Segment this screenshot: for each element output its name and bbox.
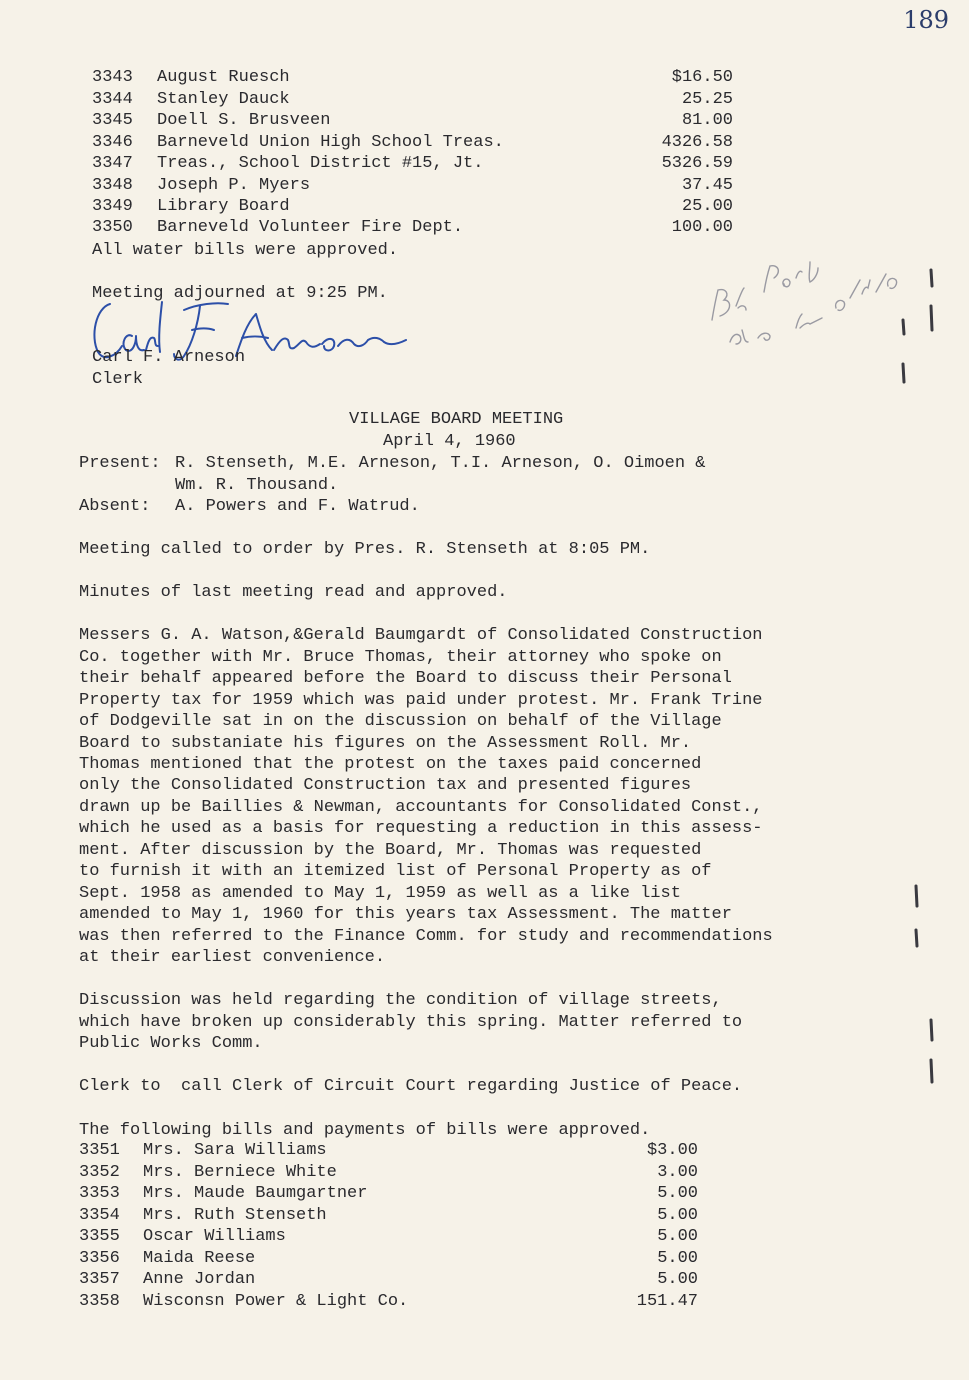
adjourned-note: Meeting adjourned at 9:25 PM. [92,284,388,303]
bill-amount: 151.47 [636,1292,698,1311]
bill-amount: 5.00 [657,1227,698,1246]
paragraph-line: Property tax for 1959 which was paid under protest. Mr. Frank Trine [79,691,763,710]
paragraph-line: Thomas mentioned that the protest on the taxes paid concerned [79,755,702,774]
signer-name: Carl F. Arneson [92,348,246,367]
paragraph-line: to furnish it with an itemized list of Personal Property as of [79,862,712,881]
bill-number: 3357 [79,1270,120,1289]
meeting-title: VILLAGE BOARD MEETING [349,410,564,429]
signer-title: Clerk [92,370,144,389]
bill-number: 3345 [92,111,133,130]
bill-amount: 81.00 [681,111,733,130]
bill-payee: Mrs. Maude Baumgartner [143,1184,368,1203]
bill-number: 3356 [79,1249,120,1268]
bill-payee: Mrs. Sara Williams [143,1141,327,1160]
bill-number: 3346 [92,133,133,152]
bill-number: 3344 [92,90,133,109]
bill-number: 3353 [79,1184,120,1203]
paragraph-line: of Dodgeville sat in on the discussion on behalf of the Village [79,712,722,731]
bill-amount: 4326.58 [661,133,733,152]
bill-payee: Mrs. Ruth Stenseth [143,1206,327,1225]
bill-payee: Treas., School District #15, Jt. [157,154,484,173]
bill-amount: $3.00 [646,1141,698,1160]
bill-number: 3347 [92,154,133,173]
paragraph-line: Public Works Comm. [79,1034,263,1053]
present-members-line2: Wm. R. Thousand. [175,476,339,495]
bill-payee: Library Board [157,197,290,216]
bill-payee: Stanley Dauck [157,90,290,109]
bill-amount: 5326.59 [661,154,733,173]
bill-payee: Wisconsn Power & Light Co. [143,1292,409,1311]
paragraph-line: which he used as a basis for requesting a reduction in this assess- [79,819,763,838]
bill-amount: 37.45 [681,176,733,195]
paragraph-line: which have broken up considerably this spring. Matter referred to [79,1013,743,1032]
paragraph-line: amended to May 1, 1960 for this years tax Assessment. The matter [79,905,732,924]
bill-amount: 3.00 [657,1163,698,1182]
paragraph-line: only the Consolidated Construction tax and presented figures [79,776,692,795]
bill-number: 3358 [79,1292,120,1311]
called-to-order: Meeting called to order by Pres. R. Stenseth at 8:05 PM. [79,540,651,559]
paragraph-line: Discussion was held regarding the condition of village streets, [79,991,722,1010]
bill-number: 3350 [92,218,133,237]
bill-amount: $16.50 [671,68,733,87]
bill-number: 3348 [92,176,133,195]
bill-amount: 25.00 [681,197,733,216]
bill-payee: Barneveld Volunteer Fire Dept. [157,218,464,237]
paragraph-line: drawn up be Baillies & Newman, accountants for Consolidated Const., [79,798,763,817]
bill-amount: 100.00 [671,218,733,237]
clerk-note: Clerk to call Clerk of Circuit Court regarding Justice of Peace. [79,1077,743,1096]
bill-amount: 25.25 [681,90,733,109]
minutes-approved: Minutes of last meeting read and approved. [79,583,508,602]
page-number: 189 [903,6,949,34]
bill-number: 3352 [79,1163,120,1182]
bill-payee: Oscar Williams [143,1227,286,1246]
bill-payee: Joseph P. Myers [157,176,311,195]
bill-number: 3343 [92,68,133,87]
bill-payee: Anne Jordan [143,1270,256,1289]
paragraph-line: Sept. 1958 as amended to May 1, 1959 as well as a like list [79,884,681,903]
bill-number: 3354 [79,1206,120,1225]
bill-payee: Mrs. Berniece White [143,1163,337,1182]
bills-intro: The following bills and payments of bills were approved. [79,1121,651,1140]
paragraph-line: was then referred to the Finance Comm. for study and recommendations [79,927,773,946]
paragraph-line: their behalf appeared before the Board to discuss their Personal [79,669,732,688]
absent-label: Absent: [79,497,151,516]
bill-amount: 5.00 [657,1206,698,1225]
bill-payee: Maida Reese [143,1249,256,1268]
bill-amount: 5.00 [657,1249,698,1268]
bill-payee: Barneveld Union High School Treas. [157,133,504,152]
bill-amount: 5.00 [657,1184,698,1203]
bill-number: 3355 [79,1227,120,1246]
absent-members: A. Powers and F. Watrud. [175,497,420,516]
water-bills-note: All water bills were approved. [92,241,399,260]
paragraph-line: Board to substaniate his figures on the Assessment Roll. Mr. [79,734,692,753]
bill-amount: 5.00 [657,1270,698,1289]
meeting-date: April 4, 1960 [383,432,516,451]
bill-payee: August Ruesch [157,68,290,87]
paragraph-line: ment. After discussion by the Board, Mr. Thomas was requested [79,841,702,860]
bill-number: 3349 [92,197,133,216]
bill-payee: Doell S. Brusveen [157,111,331,130]
present-members-line1: R. Stenseth, M.E. Arneson, T.I. Arneson, O. Oimoen & [175,454,706,473]
paragraph-line: at their earliest convenience. [79,948,386,967]
paragraph-line: Co. together with Mr. Bruce Thomas, their attorney who spoke on [79,648,722,667]
paragraph-line: Messers G. A. Watson,&Gerald Baumgardt of Consolidated Construction [79,626,763,645]
bill-number: 3351 [79,1141,120,1160]
present-label: Present: [79,454,161,473]
